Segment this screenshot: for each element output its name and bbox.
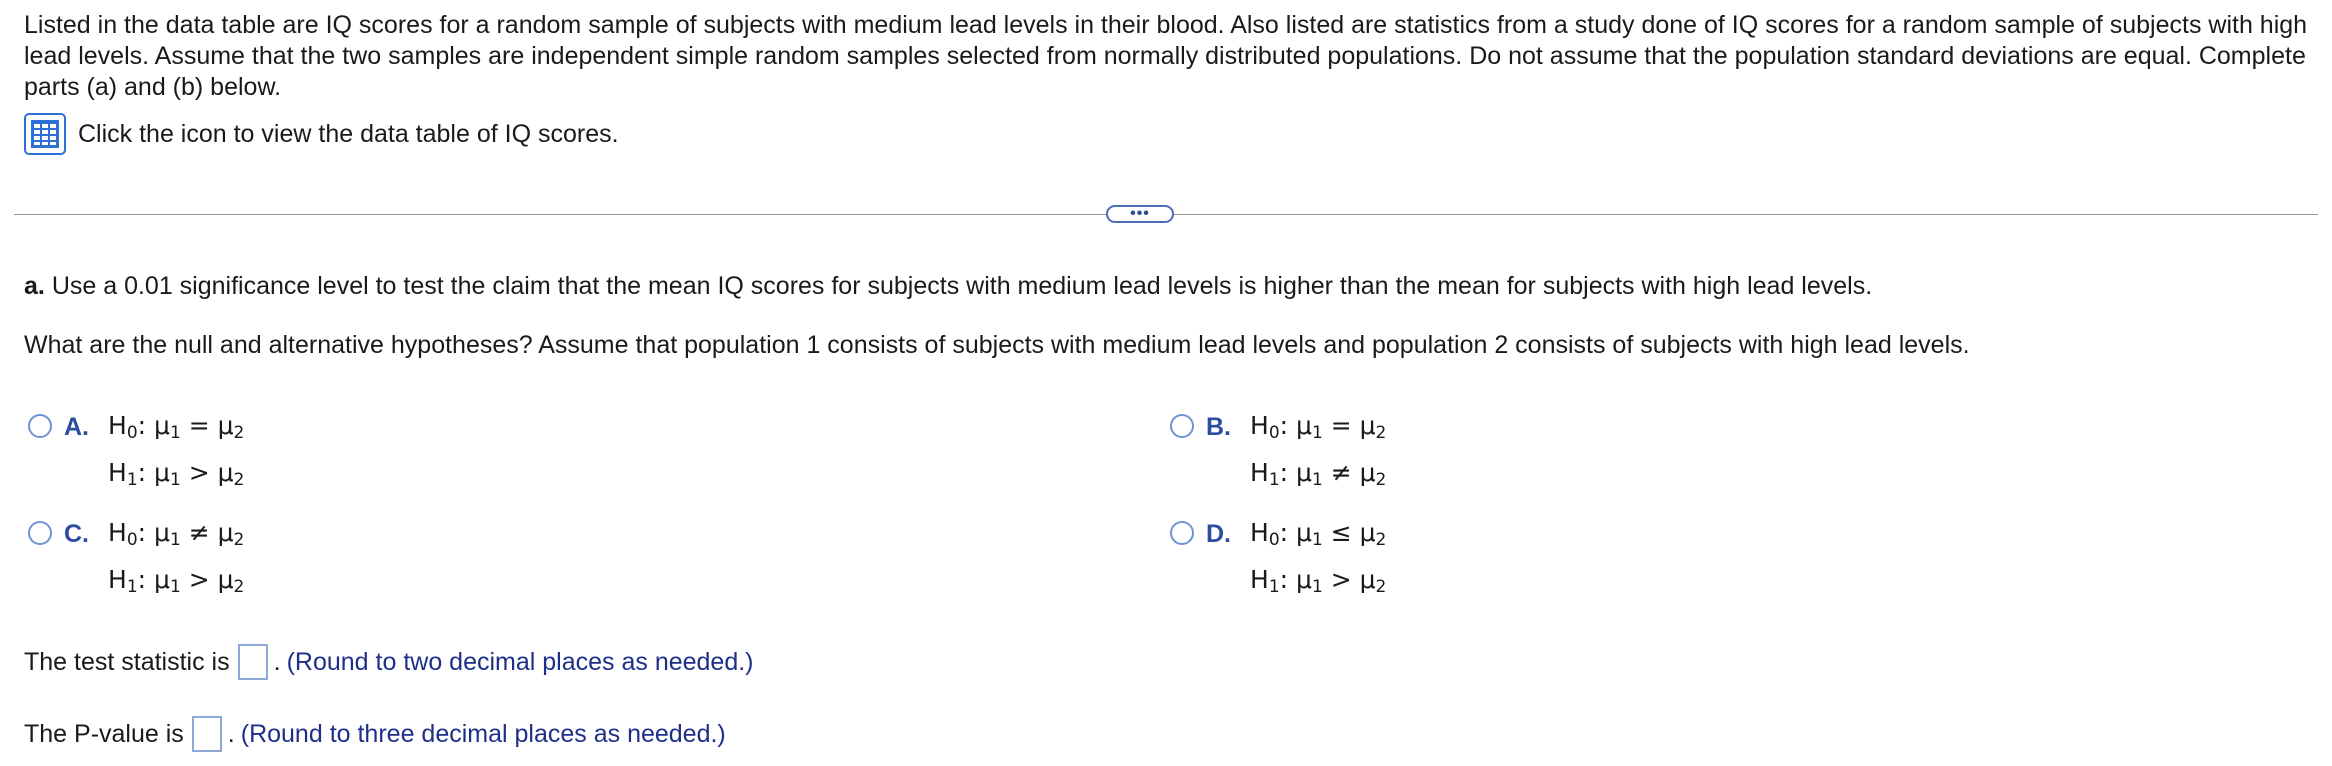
radio-a[interactable]: [28, 414, 52, 438]
choice-b-hypotheses: [1250, 402, 1386, 496]
period: .: [273, 647, 281, 676]
choice-c[interactable]: [28, 518, 244, 603]
null-hypothesis: $H_0$: $\mu_1 = \mu_2$: [108, 411, 245, 443]
choice-letter: C.: [64, 520, 89, 548]
alternative-hypothesis: $H_1$: $\mu_1 > \mu_2$: [108, 565, 245, 597]
expand-more-button[interactable]: •••: [1106, 205, 1174, 223]
choice-d-hypotheses: [1250, 509, 1386, 603]
test-statistic-input[interactable]: [238, 644, 268, 680]
pvalue-hint: (Round to three decimal places as needed.): [240, 719, 726, 748]
choice-d[interactable]: [1170, 518, 1386, 603]
alternative-hypothesis: $H_1$: $\mu_1 \ne \mu_2$: [1250, 458, 1387, 490]
hypotheses-prompt: What are the null and alternative hypotheses? Assume that population 1 consists of subjects with medium lead levels and population 2 consists of subjects with high lead levels.: [24, 331, 1970, 359]
choice-a[interactable]: [28, 411, 244, 496]
radio-b[interactable]: [1170, 414, 1194, 438]
choice-letter: D.: [1206, 520, 1231, 548]
alternative-hypothesis: $H_1$: $\mu_1 > \mu_2$: [1250, 565, 1387, 597]
choice-a-hypotheses: [108, 402, 244, 496]
null-hypothesis: $H_0$: $\mu_1 \le \mu_2$: [1250, 518, 1387, 550]
alternative-hypothesis: $H_1$: $\mu_1 > \mu_2$: [108, 458, 245, 490]
test-statistic-hint: (Round to two decimal places as needed.): [286, 647, 754, 676]
part-a-text: Use a 0.01 significance level to test the claim that the mean IQ scores for subjects with medium lead levels is higher than the mean for subjects with high lead levels.: [51, 272, 1873, 300]
null-hypothesis: $H_0$: $\mu_1 \ne \mu_2$: [108, 518, 245, 550]
pvalue-input[interactable]: [192, 716, 222, 752]
part-a-label: a.: [24, 272, 45, 300]
radio-c[interactable]: [28, 521, 52, 545]
pvalue-row: [24, 716, 726, 752]
period: .: [227, 719, 235, 748]
null-hypothesis: $H_0$: $\mu_1 = \mu_2$: [1250, 411, 1387, 443]
choice-c-hypotheses: [108, 509, 244, 603]
part-a-question: [24, 272, 1872, 301]
data-table-link[interactable]: [24, 112, 619, 156]
choice-letter: A.: [64, 413, 89, 441]
radio-d[interactable]: [1170, 521, 1194, 545]
problem-statement: Listed in the data table are IQ scores for a random sample of subjects with medium lead levels in their blood. Also listed are statistics from a study done of IQ scores for a random sample of subjects with high lead levels. Assume that the two samples are independent simple random samples selected from normally distributed populations. Do not assume that the population standard deviations are equal. Complete parts (a) and (b) below.: [24, 11, 2308, 101]
test-statistic-label: The test statistic is: [24, 647, 230, 676]
data-table-link-text[interactable]: Click the icon to view the data table of IQ scores.: [78, 119, 619, 148]
choice-b[interactable]: [1170, 411, 1386, 496]
choice-letter: B.: [1206, 413, 1231, 441]
test-statistic-row: [24, 644, 754, 680]
pvalue-label: The P-value is: [24, 719, 184, 748]
data-table-icon[interactable]: [24, 113, 66, 155]
